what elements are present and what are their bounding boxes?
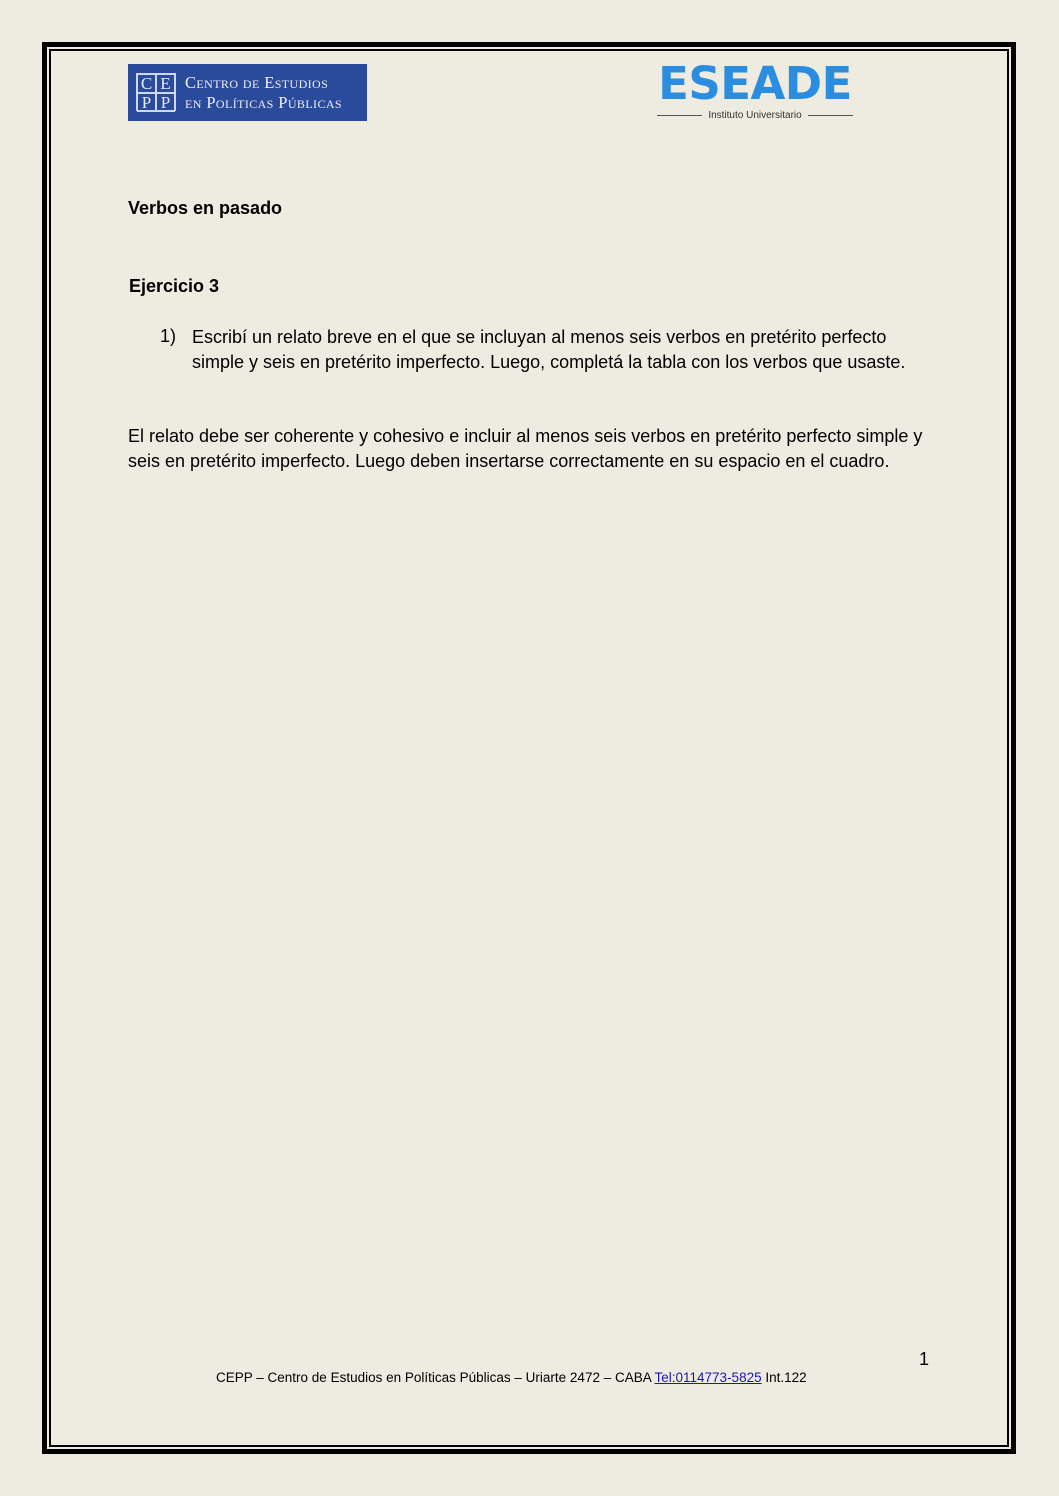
footer-extension: Int.122 (761, 1370, 807, 1385)
instructions-paragraph: El relato debe ser coherente y cohesivo e incluir al menos seis verbos en pretérito perfecto simple y seis en pretérito imperfecto. Luego deben insertarse correctamente en su espacio en el cuadro. (128, 426, 923, 471)
footer (216, 1370, 807, 1385)
page-border-inner (49, 49, 1009, 1447)
document-title: Verbos en pasado (128, 198, 283, 218)
cepp-letter: P (156, 93, 175, 112)
eseade-logo (657, 57, 853, 122)
divider (808, 115, 853, 116)
divider (657, 115, 702, 116)
cepp-letter: P (137, 93, 156, 112)
phone-link[interactable]: Tel:0114773-5825 (654, 1370, 762, 1385)
cepp-logo-text (185, 73, 342, 113)
cepp-letter-grid (136, 73, 176, 111)
eseade-logo-subtitle: Instituto Universitario (708, 109, 802, 121)
footer-text: CEPP – Centro de Estudios en Políticas Públicas – Uriarte 2472 – CABA (216, 1370, 655, 1385)
list-item-number: 1) (160, 326, 177, 346)
cepp-letter: E (156, 74, 175, 93)
page-number: 1 (919, 1349, 930, 1369)
cepp-logo-line2: en Políticas Públicas (185, 93, 343, 112)
exercise-heading: Ejercicio 3 (129, 276, 220, 296)
eseade-logo-subtitle-row (657, 108, 853, 122)
cepp-logo (128, 64, 367, 121)
cepp-letter: C (137, 74, 156, 93)
cepp-logo-line1: Centro de Estudios (185, 73, 329, 92)
eseade-logo-name: ESEADE (658, 57, 852, 110)
list-item-text: Escribí un relato breve en el que se incluyan al menos seis verbos en pretérito perfecto simple y seis en pretérito imperfecto. Luego, completá la tabla con los verbos que usaste. (192, 327, 906, 372)
